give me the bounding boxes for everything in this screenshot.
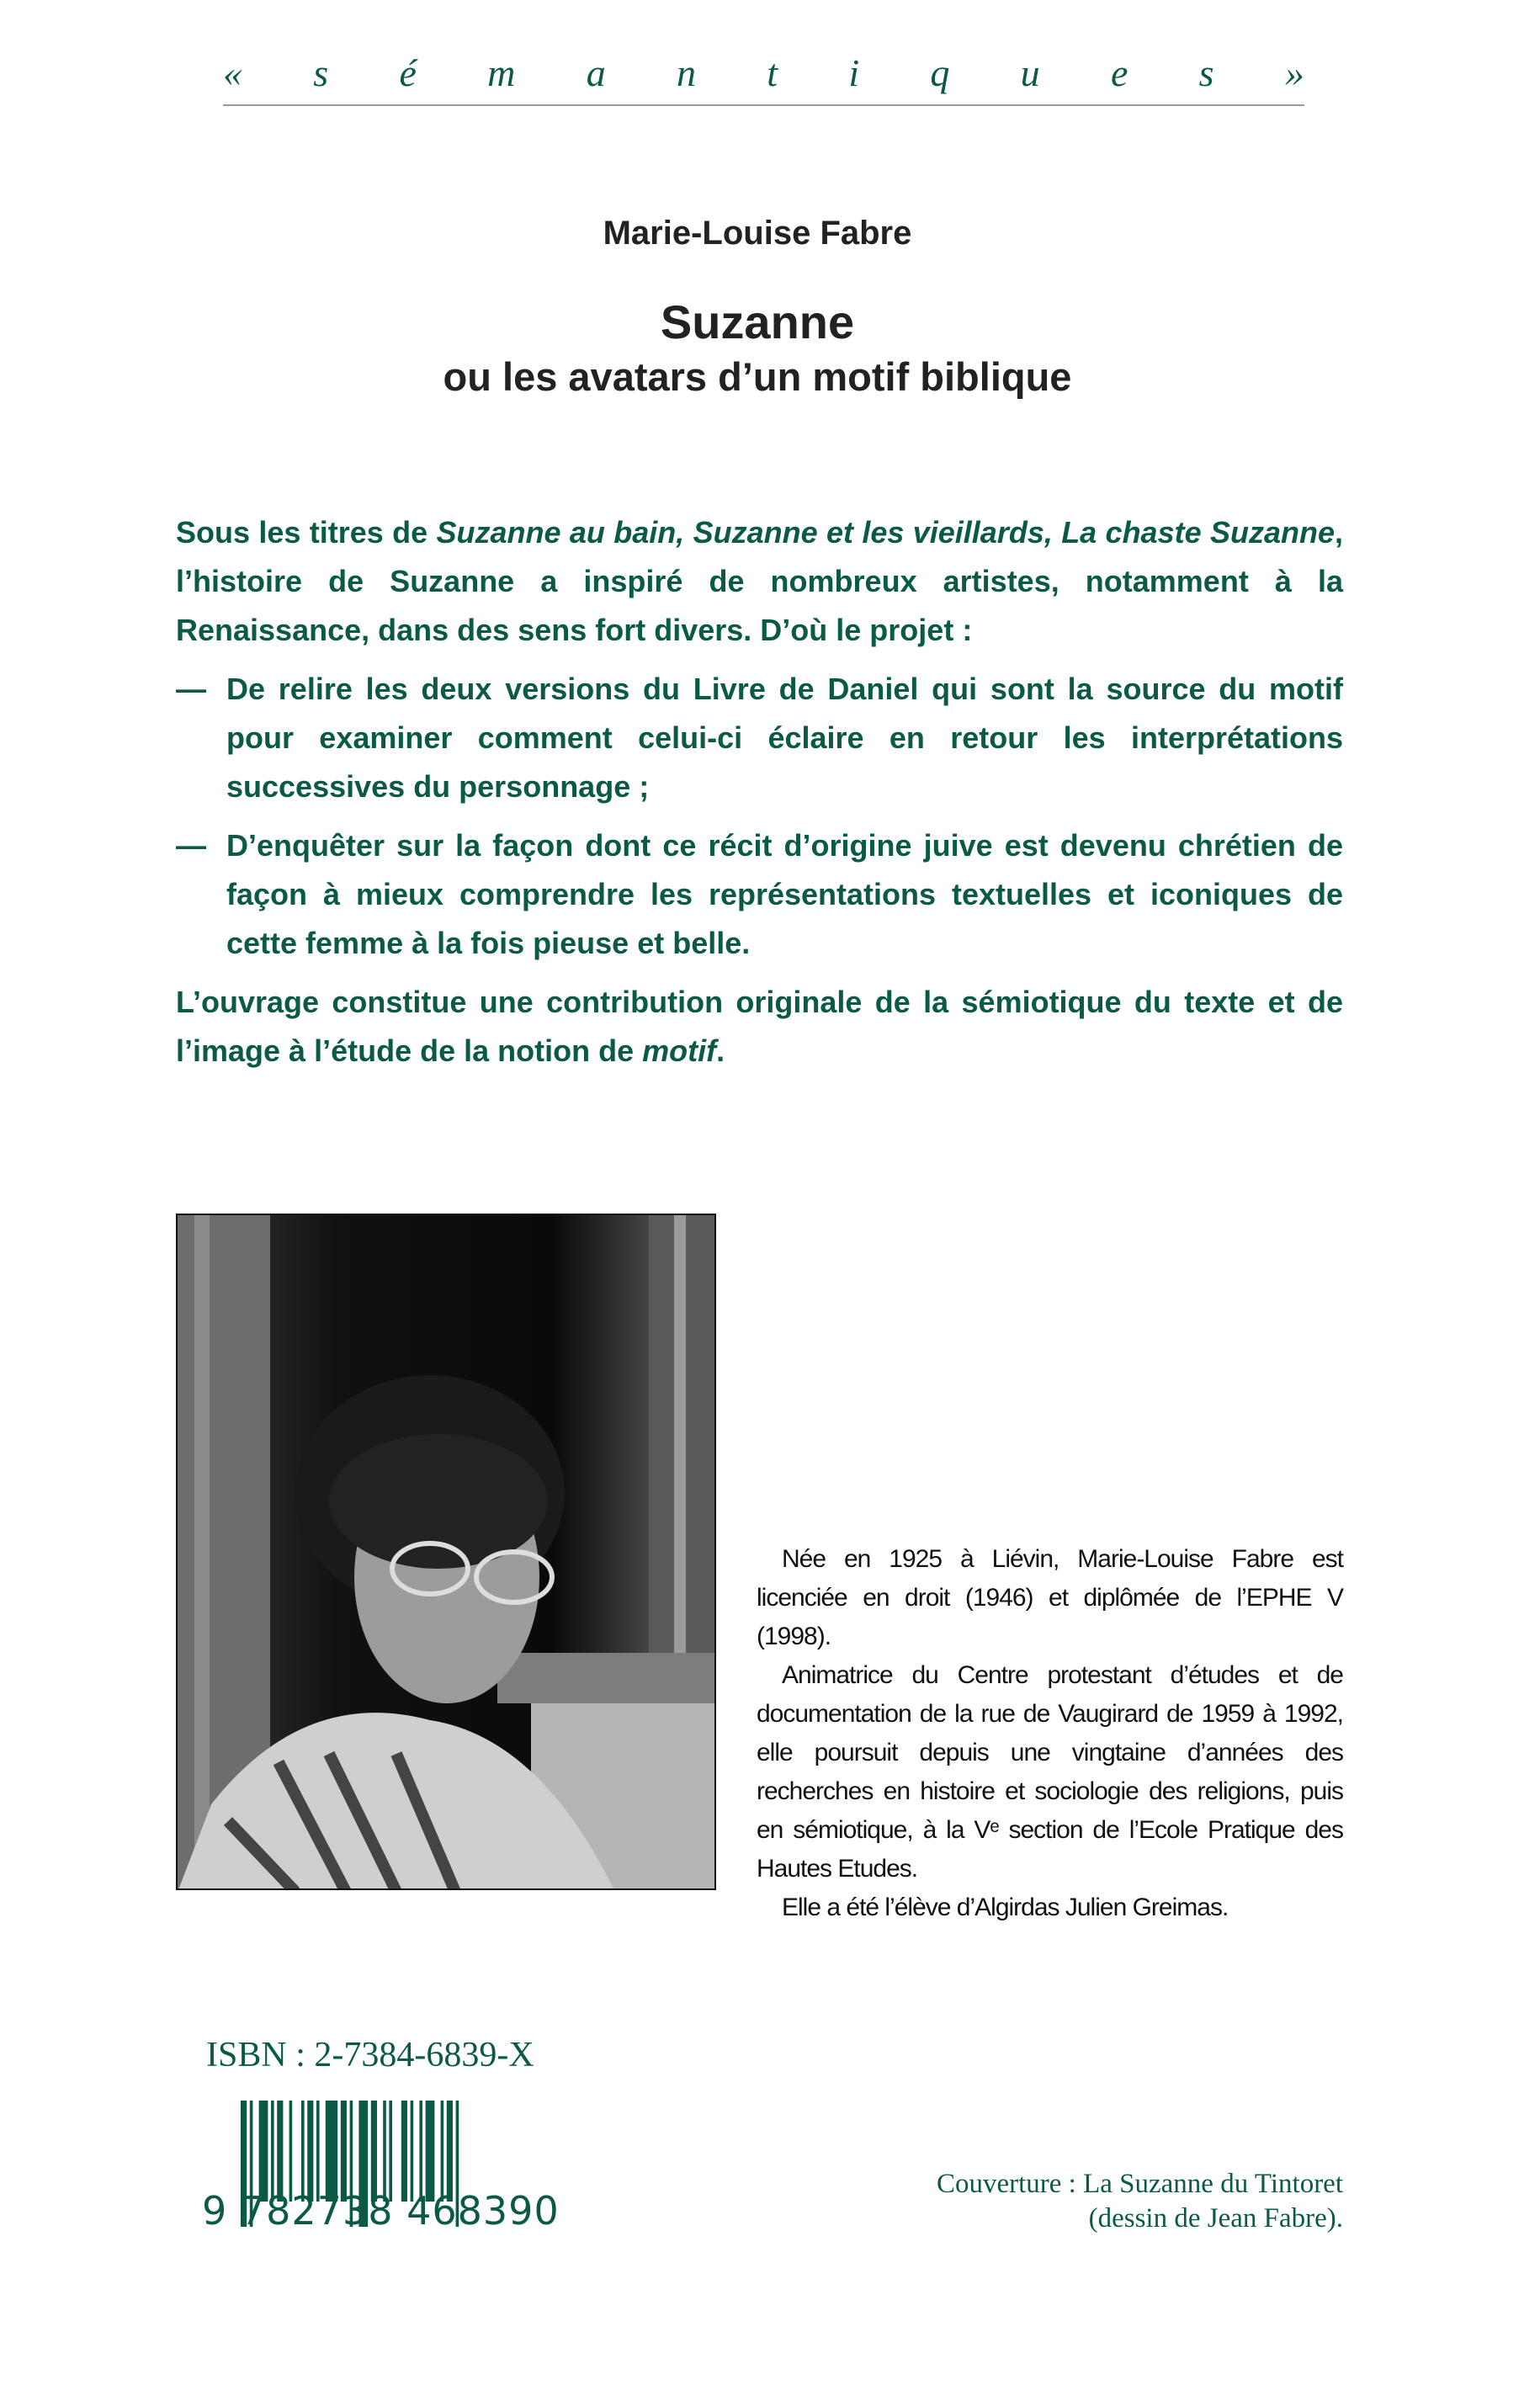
text: , l’histoire de Suzanne a inspiré de nombreux artistes, notamment à la Renaissance, dans des sens fort divers. D’où le projet : bbox=[176, 515, 1344, 647]
bio-paragraph: Elle a été l’élève d’Algirdas Julien Greimas. bbox=[782, 1894, 1229, 1921]
barcode-bar bbox=[259, 2101, 268, 2202]
text: Sous les titres de bbox=[176, 515, 437, 550]
isbn: ISBN : 2-7384-6839-X bbox=[206, 2036, 534, 2074]
blurb-item bbox=[176, 665, 1343, 811]
barcode-bar bbox=[426, 2101, 435, 2202]
blurb-intro bbox=[176, 508, 1343, 655]
blurb-conclusion bbox=[176, 978, 1343, 1076]
header-divider bbox=[223, 104, 1304, 106]
barcode-bar bbox=[316, 2101, 320, 2202]
barcode-bar bbox=[277, 2101, 283, 2202]
author-photo bbox=[176, 1214, 716, 1890]
barcode-bar bbox=[289, 2101, 293, 2202]
dash-bullet: — bbox=[176, 672, 206, 706]
series-letter: i bbox=[848, 51, 860, 94]
titles-italic: Suzanne au bain, Suzanne et les vieillards, La chaste Suzanne bbox=[436, 515, 1335, 550]
series-letter: e bbox=[1110, 51, 1128, 94]
series-letter: u bbox=[1020, 51, 1040, 94]
blurb bbox=[176, 508, 1343, 1086]
book-title: Suzanne bbox=[660, 295, 855, 348]
item-text: De relire les deux versions du Livre de Daniel qui sont la source du motif pour examiner comment celui-ci éclaire en retour les interprétations successives du personnage ; bbox=[226, 672, 1343, 804]
barcode-bar bbox=[441, 2101, 444, 2202]
barcode-bar bbox=[307, 2101, 313, 2202]
ean-number: 9 782738 468390 bbox=[202, 2188, 560, 2234]
series-letter: t bbox=[767, 51, 778, 94]
cover-credit-line: (dessin de Jean Fabre). bbox=[1088, 2203, 1343, 2234]
series-letter: n bbox=[676, 51, 696, 94]
series-title bbox=[223, 50, 1304, 95]
barcode-bar bbox=[301, 2101, 305, 2202]
item-text: D’enquêter sur la façon dont ce récit d’origine juive est devenu chrétien de façon à mieux comprendre les représentations textuelles et iconiques de cette femme à la fois pieuse et belle. bbox=[226, 828, 1343, 960]
barcode-bar bbox=[447, 2101, 453, 2202]
series-letter: q bbox=[930, 51, 950, 94]
series-letter: » bbox=[1284, 51, 1304, 94]
barcode-bar bbox=[371, 2101, 377, 2202]
book-subtitle: ou les avatars d’un motif biblique bbox=[443, 354, 1072, 399]
cover-credit-line: Couverture : La Suzanne du Tintoret bbox=[936, 2169, 1343, 2199]
barcode-bar bbox=[341, 2101, 347, 2202]
author-name: Marie-Louise Fabre bbox=[603, 215, 912, 252]
barcode-bar bbox=[411, 2101, 414, 2202]
barcode-bar bbox=[401, 2101, 407, 2202]
series-letter: s bbox=[1198, 51, 1214, 94]
text: . bbox=[716, 1033, 725, 1068]
series-letter: m bbox=[487, 51, 516, 94]
barcode-bar bbox=[326, 2101, 337, 2202]
author-bio bbox=[757, 1540, 1343, 1927]
author-portrait-image bbox=[178, 1215, 716, 1890]
bio-paragraph: Animatrice du Centre protestant d’études et de documentation de la rue de Vaugirard de 1959 à 1992, elle poursuit depuis une vingtaine d’années des recherches en histoire et sociologie des religions, puis en sémiotique, à la Vᵉ section de l’Ecole Pratique des Hautes Etudes. bbox=[757, 1661, 1343, 1883]
series-letter: é bbox=[399, 51, 417, 94]
series-letter: s bbox=[313, 51, 329, 94]
barcode-bar bbox=[383, 2101, 386, 2202]
series-letter: a bbox=[586, 51, 606, 94]
cover-credit bbox=[937, 2167, 1343, 2236]
series-letter: « bbox=[223, 51, 242, 94]
barcode-bar bbox=[271, 2101, 274, 2202]
text: L’ouvrage constitue une contribution originale de la sémiotique du texte et de l’image à l’étude de la notion de bbox=[176, 985, 1343, 1068]
bio-paragraph: Née en 1925 à Liévin, Marie-Louise Fabre est licenciée en droit (1946) et diplômée de l’EPHE V (1998). bbox=[757, 1545, 1343, 1650]
barcode-bar bbox=[419, 2101, 422, 2202]
barcode-bar bbox=[389, 2101, 392, 2202]
blurb-item bbox=[176, 821, 1343, 968]
dash-bullet: — bbox=[176, 828, 206, 863]
motif-italic: motif bbox=[642, 1033, 717, 1068]
